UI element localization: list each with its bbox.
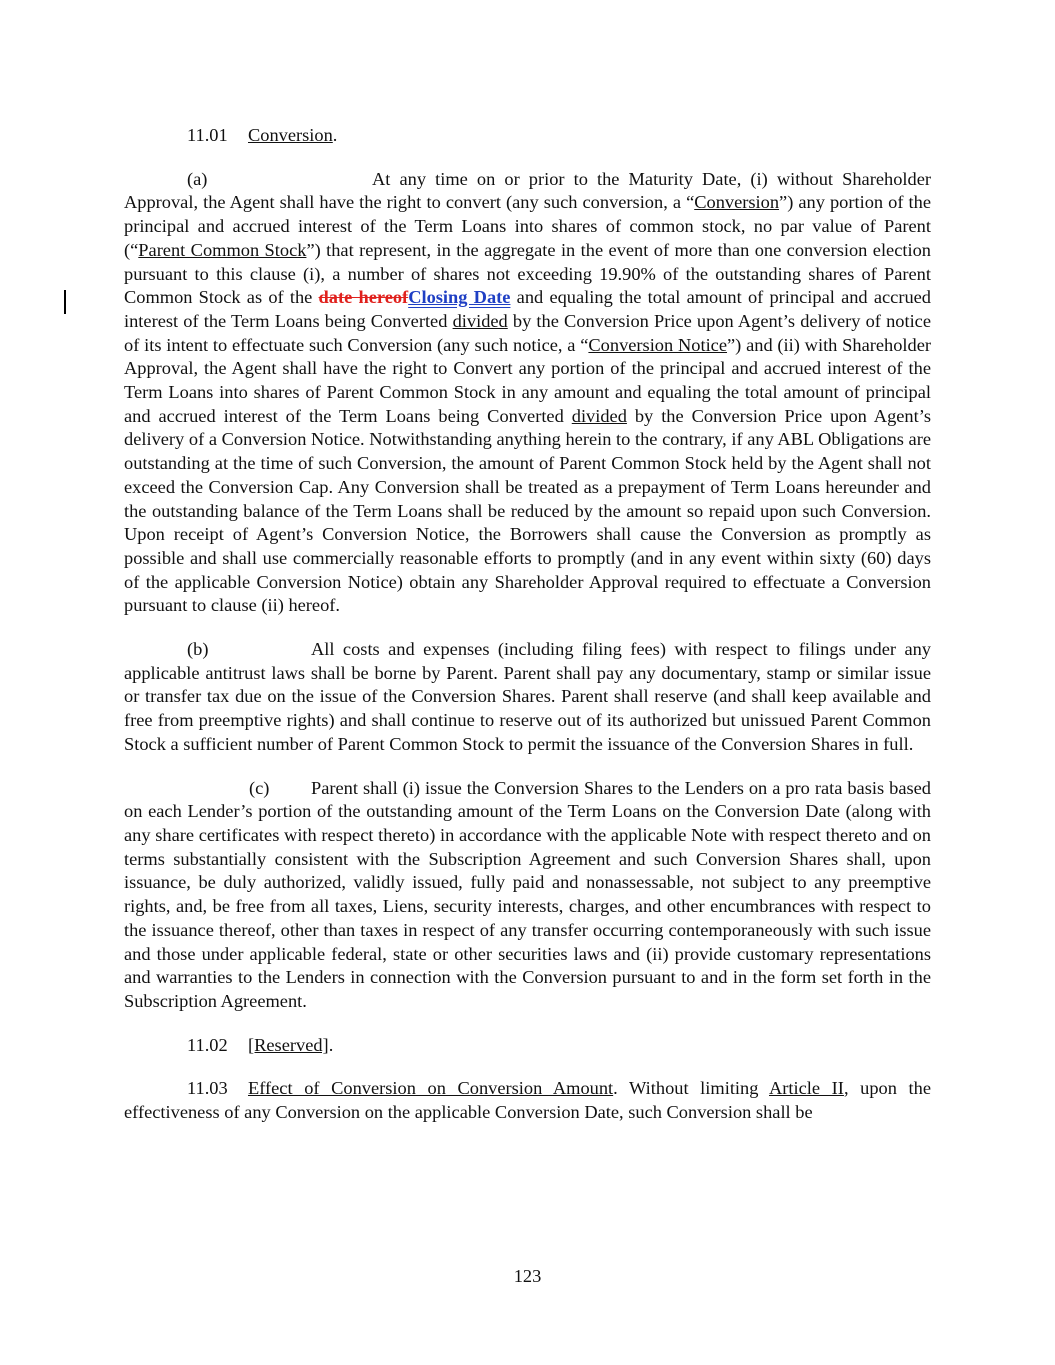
text-run: by the Conversion Price upon Agent’s delivery of notice of its intent to effectuate such Conversion (any such notice, a “ [124,310,932,355]
revision-change-bar [64,290,66,314]
text-run: ”) that represent, in the aggregate in the event of more than one conversion election pursuant to this clause (i), a number of shares not exceeding 19.90% of the outstanding shares of Parent Common Stock as of the [124,239,931,308]
paragraph-b [124,638,931,757]
section-number: 11.03 [187,1078,228,1099]
inserted-text: Closing Date [408,287,511,308]
section-title: [Reserved] [248,1034,329,1055]
section-number: 11.02 [187,1034,228,1055]
text-run: Parent shall (i) issue the Conversion Shares to the Lenders on a pro rata basis based on each Lender’s portion of the outstanding amount of the Term Loans on the Conversion Date (along with any share certificates with respect thereto) in accordance with the applicable Note with respect thereto and on terms substantially consistent with the Subscription Agreement and such Conversion Shares shall, upon issuance, be duly authorized, validly issued, fully paid and nonassessable, not subject to any preemptive rights, and, be free from all taxes, Liens, security interests, charges, and other encumbrances with respect to the issuance thereof, other than taxes in respect of any transfer occurring contemporaneously with such issue and those under applicable federal, state or other securities laws and (ii) provide customary representations and warranties to the Lenders in connection with the Conversion pursuant to and in the form set forth in the Subscription Agreement. [124,777,931,1011]
emphasis-divided: divided [571,405,627,426]
text-run: and equaling the total amount of principal and accrued interest of the Term Loans being Converted [124,287,932,331]
text-run: ”) and (ii) with Shareholder Approval, the Agent shall have the right to Convert any portion of the principal and accrued interest of the Term Loans into shares of Parent Common Stock in any amount and equaling the total amount of principal and accrued interest of the Term Loans being Converted [124,334,932,426]
defined-term-conversion-notice: Conversion Notice [588,334,728,355]
paragraph-label: (b) [187,639,209,660]
text-run: . Without limiting [613,1078,770,1099]
section-title-period: . [328,1034,334,1055]
text-run: All costs and expenses (including filing fees) with respect to filings under any applicable antitrust laws shall be borne by Parent. Parent shall pay any documentary, stamp or similar issue or transfer tax due on the issue of the Conversion Shares. Parent shall reserve (and shall keep available and free from preemptive rights) and shall continue to reserve out of its authorized but unissued Parent Common Stock a sufficient number of Parent Common Stock to permit the issuance of the Conversion Shares in full. [124,639,931,754]
paragraph-label: (a) [187,168,208,189]
document-page [124,124,931,1125]
defined-term-conversion: Conversion [694,192,780,213]
text-run: At any time on or prior to the Maturity Date, (i) without Shareholder Approval, the Agent shall have the right to convert (any such conversion, a “ [124,168,931,213]
paragraph-c [124,777,931,1014]
section-heading-11-02 [124,1034,931,1058]
section-number: 11.01 [187,125,228,145]
defined-term-parent-common-stock: Parent Common Stock [138,239,307,260]
emphasis-divided: divided [452,310,508,331]
section-title-period: . [332,125,338,145]
text-run: by the Conversion Price upon Agent’s delivery of a Conversion Notice. Notwithstanding anything herein to the contrary, if any ABL Obligations are outstanding at the time of such Conversion, the amount of Parent Common Stock held by the Agent shall not exceed the Conversion Cap. Any Conversion shall be treated as a prepayment of Term Loans hereunder and the outstanding balance of the Term Loans shall be reduced by the amount so repaid upon such Conversion. Upon receipt of Agent’s Conversion Notice, the Borrowers shall cause the Conversion as promptly as possible and shall use commercially reasonable efforts to promptly (and in any event within sixty (60) days of the applicable Conversion Notice) obtain any Shareholder Approval required to effectuate a Conversion pursuant to clause (ii) hereof. [124,405,931,616]
section-title: Effect of Conversion on Conversion Amount [248,1078,614,1099]
deleted-text: date hereof [318,287,409,308]
page-number: 123 [513,1266,542,1286]
text-run: , upon the effectiveness of any Conversion on the applicable Conversion Date, such Conversion shall be [124,1078,931,1123]
section-heading-11-01 [124,124,931,148]
text-run: ”) any portion of the principal and accrued interest of the Term Loans into shares of common stock, no par value of Parent (“ [124,192,931,260]
paragraph-a [124,168,931,618]
article-reference: Article II [769,1078,844,1099]
paragraph-11-03 [124,1077,931,1124]
paragraph-label: (c) [249,777,270,798]
section-title: Conversion [248,125,333,145]
